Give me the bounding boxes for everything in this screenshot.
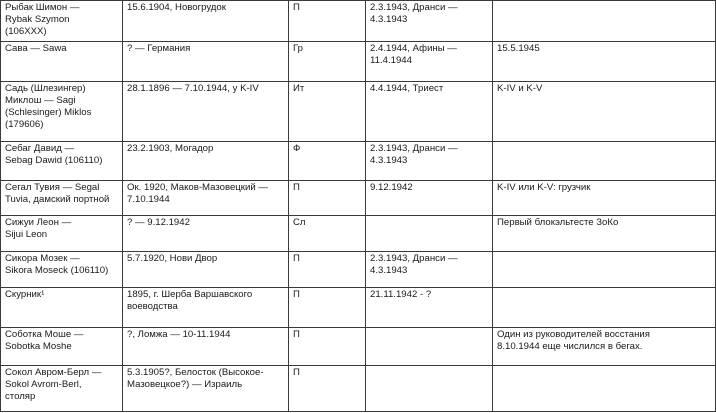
name-cell: Сикора Мозек — Sikora Moseck (106110): [1, 252, 123, 288]
name-cell: Садь (Шлезингер) Миклош — Sagi (Schlesinger) Miklos (179606): [1, 82, 123, 142]
table-row: [1, 366, 716, 412]
category-cell: Ит: [289, 82, 366, 142]
table-row: [1, 288, 716, 328]
arrival-cell: [366, 216, 493, 252]
birth-death-cell: 23.2.1903, Могадор: [123, 142, 289, 181]
table-row: [1, 252, 716, 288]
category-cell: П: [289, 288, 366, 328]
arrival-cell: 21.11.1942 - ?: [366, 288, 493, 328]
birth-death-cell: 15.6.1904, Новогрудок: [123, 1, 289, 42]
table-row: [1, 328, 716, 366]
birth-death-cell: ? — Германия: [123, 42, 289, 82]
name-cell: Сегал Тувия — Segal Tuvia, дамский портной: [1, 181, 123, 216]
arrival-cell: 2.3.1943, Дранси — 4.3.1943: [366, 142, 493, 181]
birth-death-cell: Ок. 1920, Маков-Мазовецкий — 7.10.1944: [123, 181, 289, 216]
name-cell: Соботка Моше — Sobotka Moshe: [1, 328, 123, 366]
arrival-cell: 2.3.1943, Дранси — 4.3.1943: [366, 1, 493, 42]
arrival-cell: 2.3.1943, Дранси — 4.3.1943: [366, 252, 493, 288]
table-row: [1, 181, 716, 216]
note-cell: [493, 288, 716, 328]
name-cell: Сава — Sawa: [1, 42, 123, 82]
arrival-cell: [366, 366, 493, 412]
category-cell: П: [289, 328, 366, 366]
note-cell: [493, 252, 716, 288]
table-row: [1, 142, 716, 181]
category-cell: П: [289, 1, 366, 42]
table-row: [1, 216, 716, 252]
birth-death-cell: ?, Ломжа — 10-11.1944: [123, 328, 289, 366]
name-cell: Рыбак Шимон — Rybak Szymon (106XXX): [1, 1, 123, 42]
category-cell: П: [289, 252, 366, 288]
category-cell: П: [289, 366, 366, 412]
category-cell: Ф: [289, 142, 366, 181]
name-cell: Себаг Давид — Sebag Dawid (106110): [1, 142, 123, 181]
table-row: [1, 82, 716, 142]
name-cell: Сокол Авром-Берл — Sokol Avrom-Berl, столяр: [1, 366, 123, 412]
arrival-cell: [366, 328, 493, 366]
category-cell: Сл: [289, 216, 366, 252]
arrival-cell: 2.4.1944, Афины — 11.4.1944: [366, 42, 493, 82]
birth-death-cell: 1895, г. Шерба Варшавского воеводства: [123, 288, 289, 328]
name-cell: Скурник¹: [1, 288, 123, 328]
birth-death-cell: 28.1.1896 — 7.10.1944, у K-IV: [123, 82, 289, 142]
category-cell: Гр: [289, 42, 366, 82]
note-cell: Один из руководителей восстания 8.10.1944 еще числился в бегах.: [493, 328, 716, 366]
note-cell: [493, 1, 716, 42]
note-cell: 15.5.1945: [493, 42, 716, 82]
table-row: [1, 42, 716, 82]
table-row: [1, 1, 716, 42]
note-cell: Первый блокэльтесте ЗоКо: [493, 216, 716, 252]
category-cell: П: [289, 181, 366, 216]
birth-death-cell: ? — 9.12.1942: [123, 216, 289, 252]
note-cell: K-IV и K-V: [493, 82, 716, 142]
note-cell: [493, 366, 716, 412]
birth-death-cell: 5.7.1920, Нови Двор: [123, 252, 289, 288]
note-cell: K-IV или K-V: грузчик: [493, 181, 716, 216]
arrival-cell: 9.12.1942: [366, 181, 493, 216]
note-cell: [493, 142, 716, 181]
birth-death-cell: 5.3.1905?, Белосток (Высокое- Мазовецкое?) — Израиль: [123, 366, 289, 412]
arrival-cell: 4.4.1944, Триест: [366, 82, 493, 142]
name-cell: Сижуи Леон — Sijui Leon: [1, 216, 123, 252]
